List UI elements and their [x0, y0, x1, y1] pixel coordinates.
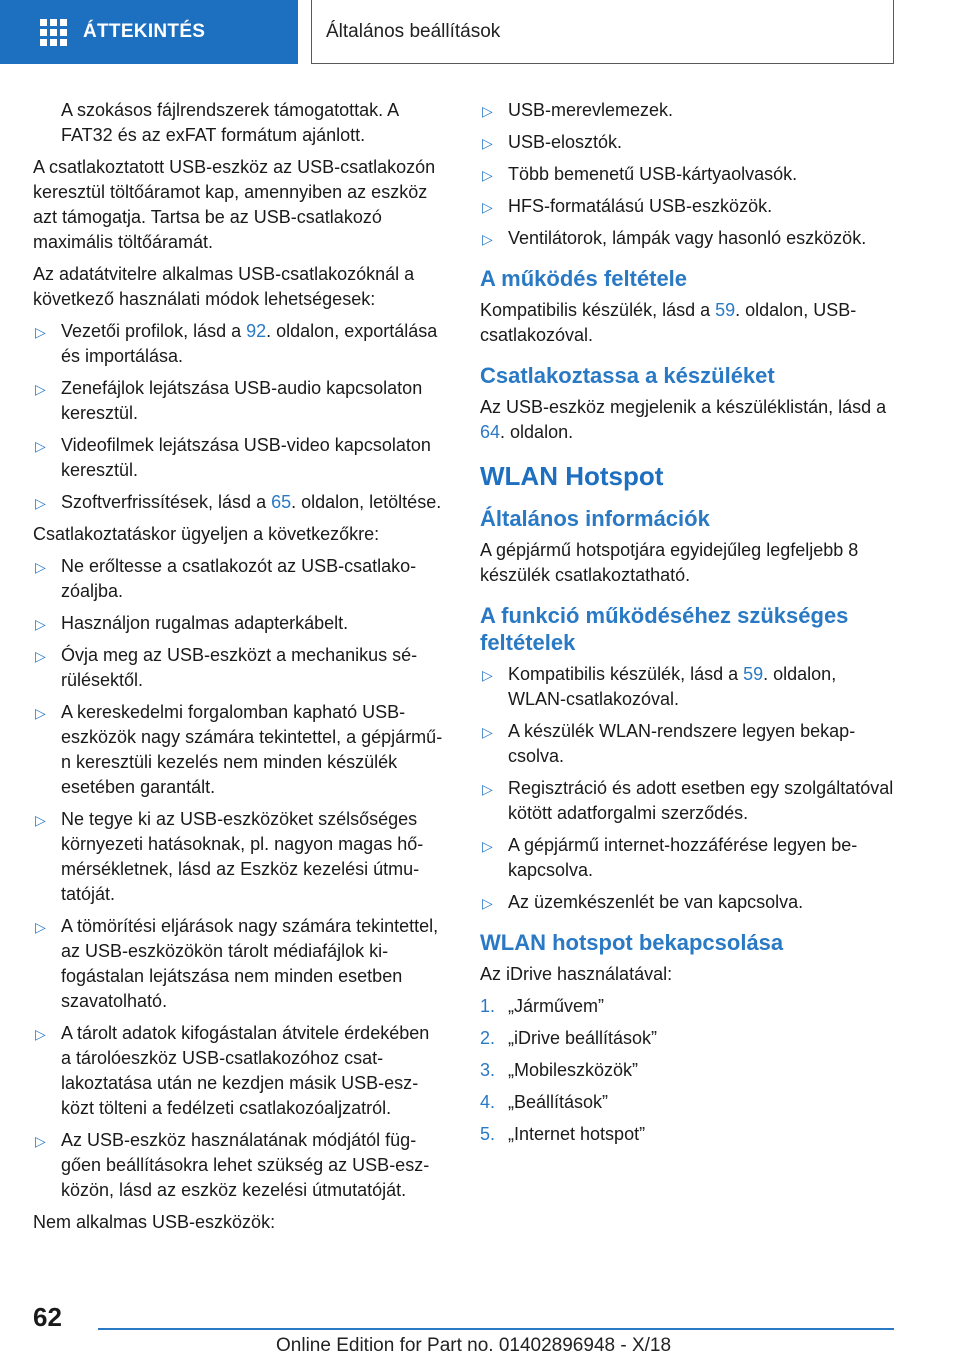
triangle-bullet-icon: ▷ [482, 199, 493, 215]
right-column [480, 98, 895, 1154]
list-item: ▷ A tárolt adatok kifogástalan átvitele érdekében a tárolóeszköz USB-csatlakozóhoz csatlakoztatása után ne kezdjen másik USB-eszközt tölteni a fedélzeti csatlakozóaljzatról. [35, 1023, 430, 1118]
list-item: ▷ A kereskedelmi forgalomban kapható USB-eszközök nagy számára tekintettel, a gépjárműn keresztüli kezelés nem minden készülék esetében garantált. [35, 702, 443, 797]
footer-divider [98, 1328, 894, 1330]
list-item: ▷ USB-elosztók. [480, 130, 895, 155]
page-link[interactable]: 92 [246, 321, 267, 341]
list-item: ▷ A tömörítési eljárások nagy számára tekintettel, az USB-eszközökön tárolt médiafájlok kifogástalan lejátszása nem minden esetben szavatolható. [35, 916, 439, 1011]
triangle-bullet-icon: ▷ [35, 919, 46, 935]
page-link[interactable]: 65 [271, 492, 292, 512]
page-link[interactable]: 59 [743, 664, 764, 684]
edition-footer: Online Edition for Part no. 01402896948 - X/18 [276, 1335, 672, 1356]
list-item: ▷ Ne erőltesse a csatlakozót az USB-csatlakozóaljba. [35, 556, 417, 601]
filesystem-note: A szokásos fájlrendszerek támogatottak. A FAT32 és az exFAT formátum ajánlott. [61, 100, 399, 145]
triangle-bullet-icon: ▷ [35, 648, 46, 664]
list-item: ▷ Videofilmek lejátszása USB-video kapcsolaton keresztül. [35, 435, 431, 480]
list-item: ▷ HFS-formatálású USB-eszközök. [480, 194, 895, 219]
list-item: ▷ A gépjármű internet-hozzáférése legyen bekapcsolva. [482, 835, 858, 880]
attention-intro: Csatlakoztatáskor ügyeljen a következőkre: [33, 524, 380, 544]
step-item: 3. „Mobileszközök” [480, 1060, 639, 1080]
list-item: ▷ Több bemenetű USB-kártyaolvasók. [480, 162, 895, 187]
connect-text: Az USB-eszköz megjelenik a készüléklistán, lásd a 64. oldalon. [480, 397, 887, 442]
left-column [33, 98, 443, 1242]
triangle-bullet-icon: ▷ [35, 495, 46, 511]
page-link[interactable]: 64 [480, 422, 501, 442]
list-item: ▷ Vezetői profilok, lásd a 92. oldalon, exportálása és importálása. [35, 321, 438, 366]
triangle-bullet-icon: ▷ [482, 667, 493, 683]
list-item: ▷ Az USB-eszköz használatának módjától függően beállításokra lehet szükség az USB-eszközön, lásd az eszköz kezelési útmutatóját. [35, 1130, 430, 1200]
triangle-bullet-icon: ▷ [35, 1026, 46, 1042]
condition-text: Kompatibilis készülék, lásd a 59. oldalon, USB-csatlakozóval. [480, 300, 857, 345]
list-item: ▷ A készülék WLAN-rendszere legyen bekapcsolva. [482, 721, 856, 766]
page-number: 62 [33, 1302, 62, 1332]
triangle-bullet-icon: ▷ [482, 103, 493, 119]
triangle-bullet-icon: ▷ [35, 559, 46, 575]
list-item: ▷ Zenefájlok lejátszása USB-audio kapcsolaton keresztül. [35, 378, 423, 423]
step-item: 1. „Járművem” [480, 996, 605, 1016]
overview-tab-label: ÁTTEKINTÉS [83, 21, 206, 42]
heading-wlan-hotspot: WLAN Hotspot [480, 461, 664, 491]
triangle-bullet-icon: ▷ [482, 838, 493, 854]
general-info-text: A gépjármű hotspotjára egyidejűleg legfeljebb 8 készülék csatlakoztatható. [480, 540, 859, 585]
triangle-bullet-icon: ▷ [35, 812, 46, 828]
triangle-bullet-icon: ▷ [35, 1133, 46, 1149]
triangle-bullet-icon: ▷ [35, 705, 46, 721]
list-item: ▷ Ne tegye ki az USB-eszközöket szélsőséges környezeti hatásoknak, pl. nagyon magas hőmérsékletnek, lásd az Eszköz kezelési útmutatóját. [35, 809, 424, 904]
step-item: 2. „iDrive beállítások” [480, 1028, 658, 1048]
triangle-bullet-icon: ▷ [35, 381, 46, 397]
heading-condition: A működés feltétele [480, 266, 688, 291]
triangle-bullet-icon: ▷ [35, 438, 46, 454]
triangle-bullet-icon: ▷ [35, 616, 46, 632]
heading-general-info: Általános információk [480, 506, 710, 531]
list-item: ▷ Szoftverfrissítések, lásd a 65. oldalon, letöltése. [33, 490, 443, 515]
list-item: ▷ Óvja meg az USB-eszközt a mechanikus sérülésektől. [35, 645, 418, 690]
triangle-bullet-icon: ▷ [482, 231, 493, 247]
heading-requirements: A funkció működéséhez szükséges feltételek [480, 603, 849, 655]
section-title: Általános beállítások [311, 0, 894, 64]
charging-paragraph: A csatlakoztatott USB-eszköz az USB-csatlakozón keresztül töltőáramot kap, amennyiben az eszköz azt támogatja. Tartsa be az USB-csatlakozó maximális töltőáramát. [33, 157, 436, 252]
list-item: ▷ Használjon rugalmas adapterkábelt. [33, 611, 443, 636]
unsuitable-intro: Nem alkalmas USB-eszközök: [33, 1212, 276, 1232]
list-item: ▷ Kompatibilis készülék, lásd a 59. oldalon, WLAN-csatlakozóval. [482, 664, 837, 709]
overview-tab[interactable] [0, 0, 298, 64]
triangle-bullet-icon: ▷ [35, 324, 46, 340]
page-link[interactable]: 59 [715, 300, 736, 320]
triangle-bullet-icon: ▷ [482, 724, 493, 740]
list-item: ▷ Regisztráció és adott esetben egy szolgáltatóval kötött adatforgalmi szerződés. [482, 778, 894, 823]
triangle-bullet-icon: ▷ [482, 167, 493, 183]
heading-enable-hotspot: WLAN hotspot bekapcsolása [480, 930, 784, 955]
step-item: 4. „Beállítások” [480, 1092, 609, 1112]
list-item: ▷ Ventilátorok, lámpák vagy hasonló eszközök. [480, 226, 895, 251]
usage-modes-intro: Az adatátvitelre alkalmas USB-csatlakozóknál a következő használati módok lehetségesek: [33, 264, 415, 309]
list-item: ▷ Az üzemkészenlét be van kapcsolva. [480, 890, 895, 915]
triangle-bullet-icon: ▷ [482, 135, 493, 151]
grid-menu-icon [40, 19, 67, 46]
triangle-bullet-icon: ▷ [482, 781, 493, 797]
triangle-bullet-icon: ▷ [482, 895, 493, 911]
enable-intro: Az iDrive használatával: [480, 964, 673, 984]
step-item: 5. „Internet hotspot” [480, 1124, 646, 1144]
list-item: ▷ USB-merevlemezek. [480, 98, 895, 123]
heading-connect: Csatlakoztassa a készüléket [480, 363, 775, 388]
